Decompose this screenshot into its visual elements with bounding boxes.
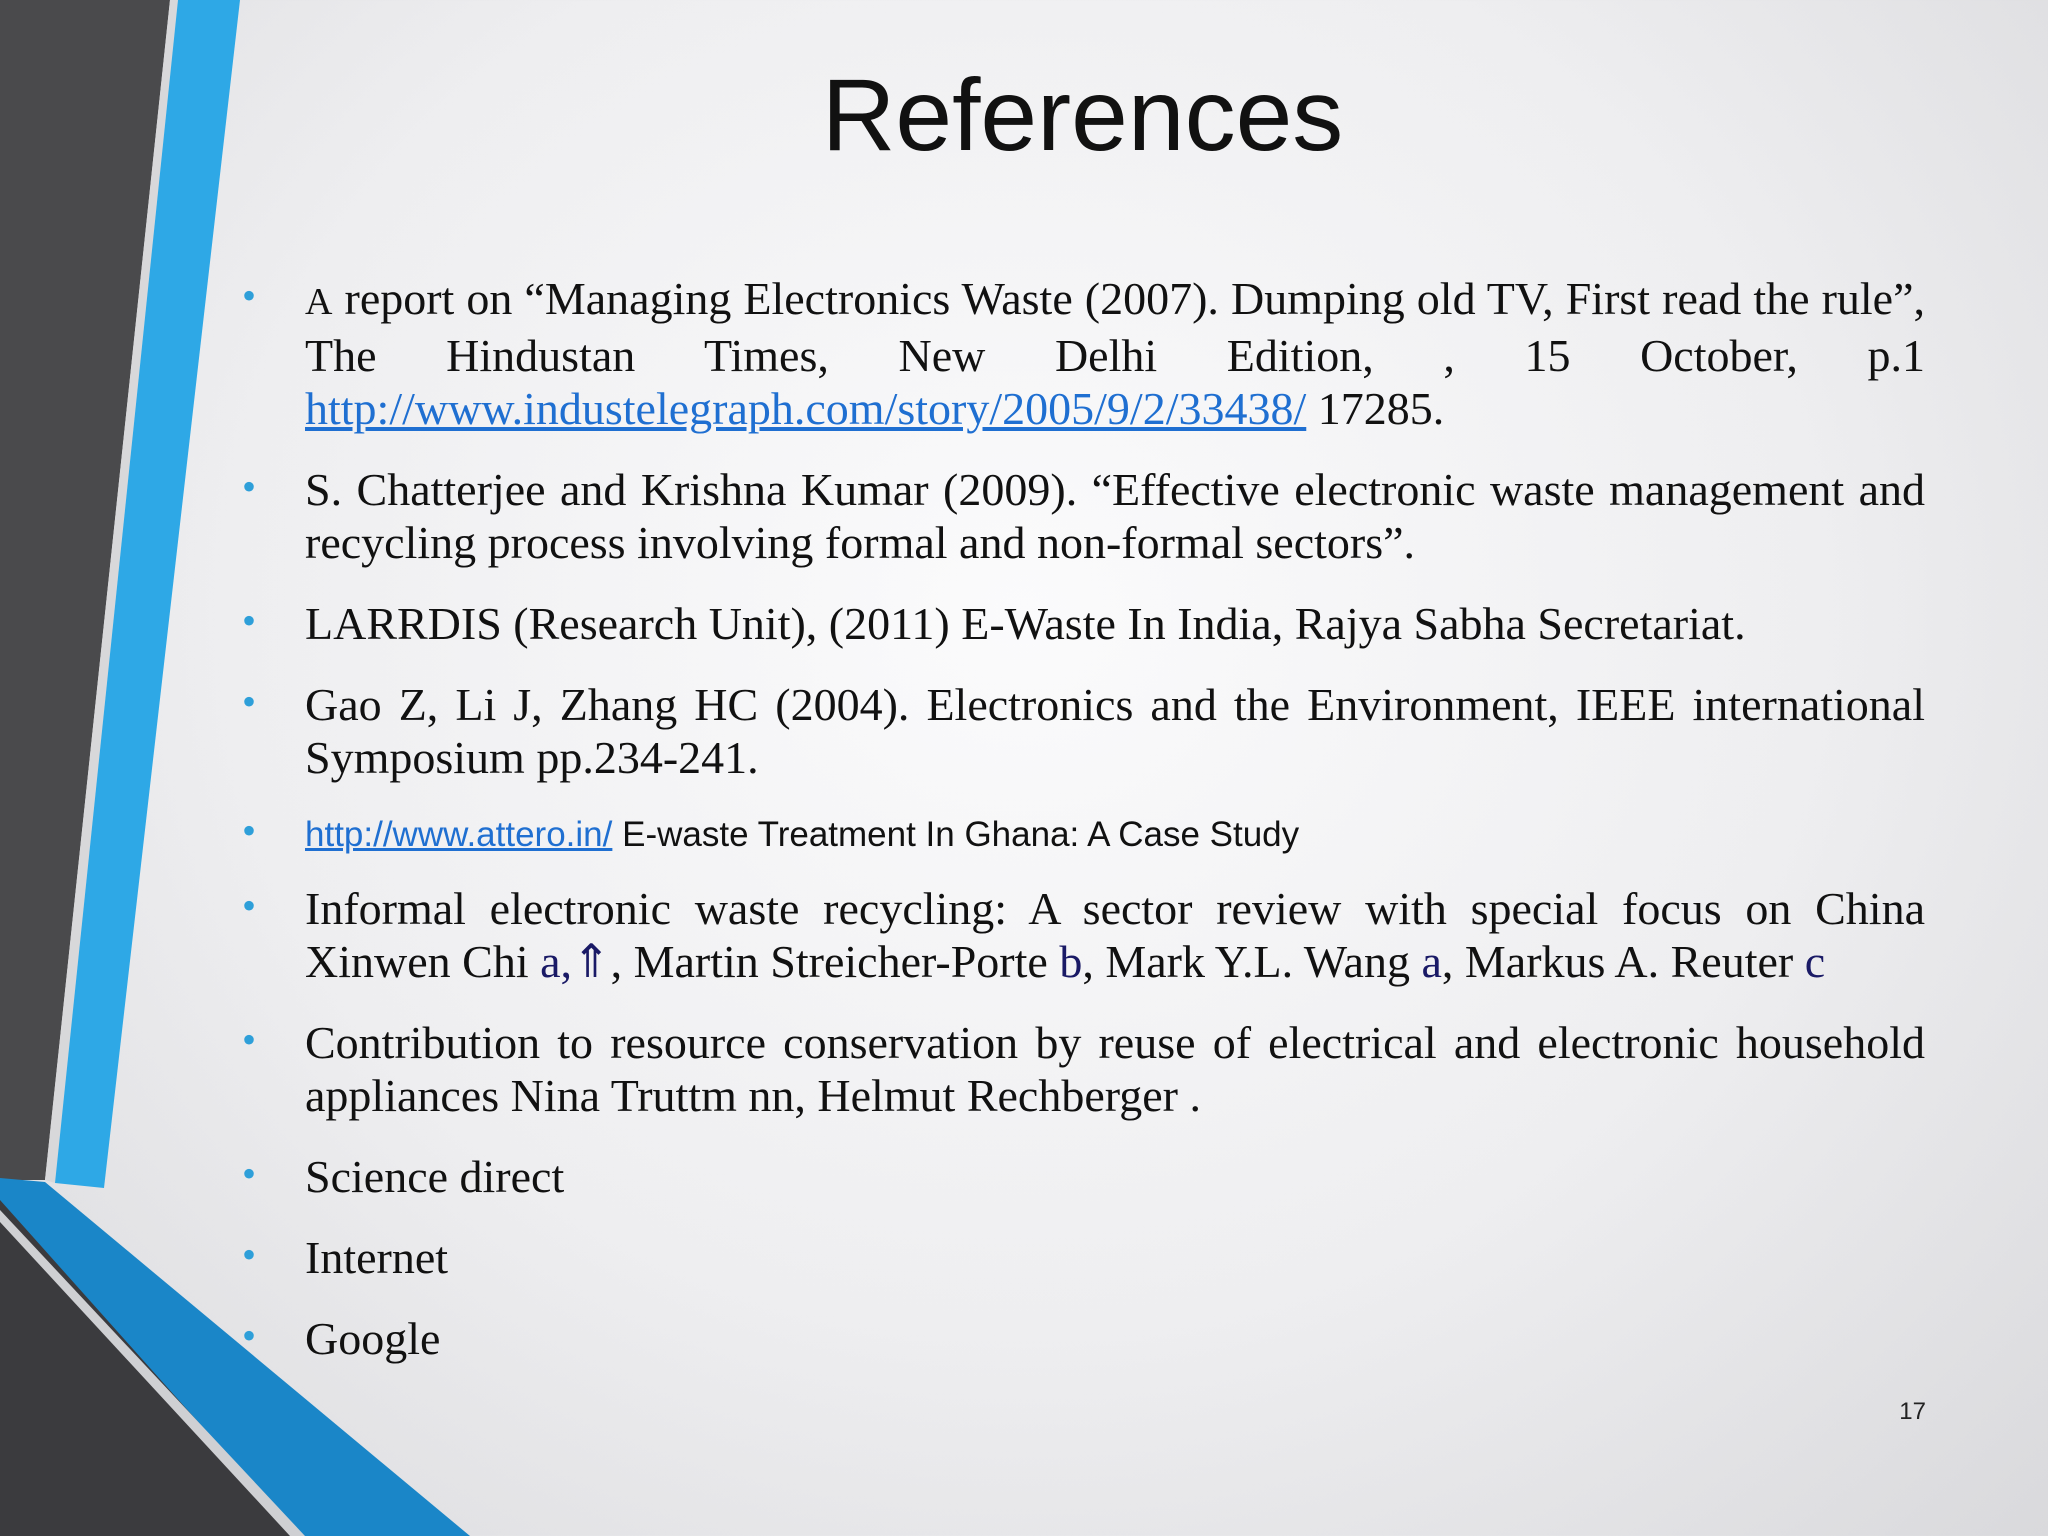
reference-item — [240, 678, 1925, 784]
reference-text: Gao Z, Li J, Zhang HC (2004). Electronics and the Environment, IEEE international Symposium pp.234-241. — [305, 679, 1925, 783]
bullet-icon: • — [242, 808, 257, 853]
reference-text: Contribution to resource conservation by reuse of electrical and electronic household appliances Nina Truttm nn, Helmut Rechberger . — [305, 1017, 1925, 1121]
reference-text: Google — [305, 1313, 441, 1364]
reference-prefix: A — [305, 281, 333, 323]
reference-text: S. Chatterjee and Krishna Kumar (2009). “Effective electronic waste management and recycling process involving formal and non-formal sectors”. — [305, 464, 1925, 568]
reference-title: Informal electronic waste recycling: A sector review with special focus on China — [305, 883, 1925, 934]
reference-item — [240, 1016, 1925, 1122]
reference-link[interactable]: http://www.attero.in/ — [305, 815, 613, 854]
bullet-icon: • — [242, 464, 257, 509]
reference-text: E-waste Treatment In Ghana: A Case Study — [612, 815, 1300, 854]
bullet-icon: • — [242, 273, 257, 318]
author: , Mark Y.L. Wang — [1082, 936, 1422, 987]
reference-item — [240, 1312, 1925, 1365]
reference-link[interactable]: http://www.industelegraph.com/story/2005/9/2/33438/ — [305, 383, 1307, 434]
reference-item — [240, 1150, 1925, 1203]
bullet-icon: • — [242, 1313, 257, 1358]
affiliation-mark: a — [1421, 936, 1442, 987]
bullet-icon: • — [242, 598, 257, 643]
bullet-icon: • — [242, 1017, 257, 1062]
reference-text: report on “Managing Electronics Waste (2007). Dumping old TV, First read the rule”, The Hindustan Times, New Delhi Edition, , 15 October, p.1 — [305, 273, 1925, 381]
reference-text: LARRDIS (Research Unit), (2011) E-Waste In India, Rajya Sabha Secretariat. — [305, 598, 1746, 649]
slide-title: References — [821, 58, 1344, 172]
author: , Markus A. Reuter — [1441, 936, 1805, 987]
reference-item — [240, 463, 1925, 569]
bullet-icon: • — [242, 1151, 257, 1196]
affiliation-mark: a,⇑ — [540, 936, 611, 987]
reference-item — [240, 1231, 1925, 1284]
bullet-icon: • — [242, 883, 257, 928]
bullet-icon: • — [242, 1232, 257, 1277]
author: , Martin Streicher-Porte — [610, 936, 1060, 987]
reference-text: Internet — [305, 1232, 449, 1283]
page-number: 17 — [1899, 1398, 1926, 1425]
author: Xinwen Chi — [305, 936, 541, 987]
reference-item — [240, 882, 1925, 988]
reference-item — [240, 808, 1925, 858]
bullet-icon: • — [242, 679, 257, 724]
reference-item — [240, 272, 1925, 435]
reference-item — [240, 597, 1925, 650]
reference-text-suffix: 17285. — [1306, 383, 1445, 434]
affiliation-mark: c — [1804, 936, 1826, 987]
reference-text: Science direct — [305, 1151, 565, 1202]
reference-list — [240, 272, 1925, 1393]
affiliation-mark: b — [1059, 936, 1083, 987]
